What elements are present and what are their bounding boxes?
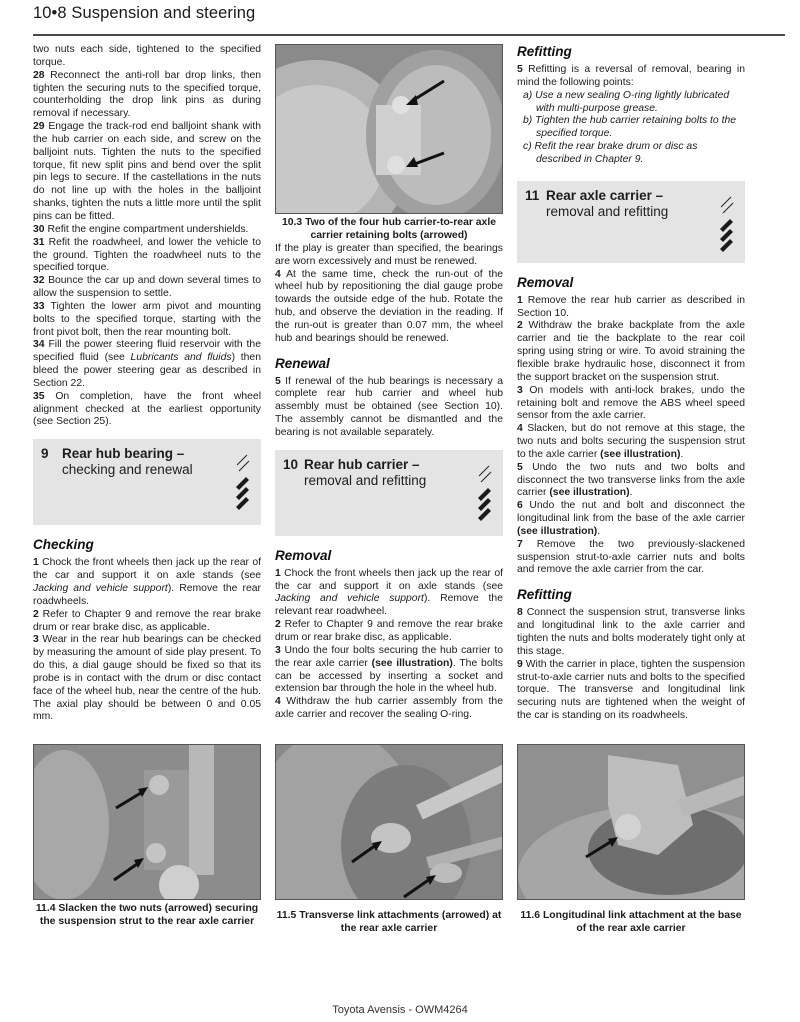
strut-photo-illustration bbox=[34, 745, 261, 900]
longitudinal-link-photo-illustration bbox=[518, 745, 745, 900]
paragraph: 1 Chock the front wheels then jack up the rear of the car and support it on axle stands (see Jacking and vehicle support). Remove the rear roadwheels. bbox=[33, 557, 262, 607]
paragraph: 8 Connect the suspension strut, transverse links and longitudinal link to the axle carrier and tighten the nuts and bolts moderately tight only at this stage. bbox=[517, 607, 745, 657]
section-number: 9 bbox=[41, 446, 49, 462]
difficulty-wrench-icon bbox=[717, 193, 737, 253]
paragraph: 35 On completion, have the front wheel alignment checked at the earliest opportunity (see Section 25). bbox=[33, 390, 261, 428]
difficulty-wrench-icon bbox=[475, 462, 495, 522]
paragraph: 7 Remove the two previously-slackened suspension strut-to-axle carrier nuts and bolts and remove the axle carrier from the car. bbox=[517, 538, 745, 576]
paragraph: two nuts each side, tightened to the specified torque. bbox=[33, 44, 261, 68]
section-heading-10 bbox=[275, 450, 503, 536]
paragraph: 31 Refit the roadwheel, and lower the vehicle to the ground. Tighten the roadwheel nuts to the specified torque. bbox=[33, 236, 261, 274]
section-title: Rear hub carrier – bbox=[304, 456, 420, 472]
photo-transverse-links bbox=[275, 744, 503, 900]
figure-10-3 bbox=[275, 44, 503, 243]
paragraph: If the play is greater than specified, the bearings are worn excessively and must be renewed. bbox=[275, 242, 503, 267]
section-number: 11 bbox=[525, 187, 540, 203]
paragraph: 2 Refer to Chapter 9 and remove the rear brake drum or rear brake disc, as applicable. bbox=[33, 608, 261, 633]
paragraph: 33 Tighten the lower arm pivot and mounting bolts to the specified torque, starting with the front pivot bolt, then the rear mounting bolt. bbox=[33, 300, 261, 338]
section-heading-11 bbox=[517, 181, 745, 263]
figure-caption: 11.5 Transverse link attachments (arrowed) at the rear axle carrier bbox=[276, 910, 502, 934]
paragraph: 3 Wear in the rear hub bearings can be checked by measuring the amount of side play present. To do this, a dial gauge should be fixed so that its probe is in contact with the drum or disc contact face of the wheel hub, near the centre of the hub. The axial play should be between 0 and 0.05 mm. bbox=[33, 634, 261, 723]
section-title: Rear axle carrier – bbox=[546, 187, 664, 203]
list-item: b) Tighten the hub carrier retaining bolts to the specified torque. bbox=[523, 115, 737, 140]
column-3 bbox=[517, 44, 745, 723]
paragraph: 5 Undo the two nuts and two bolts and disconnect the two transverse links from the axle carrier (see illustration). bbox=[517, 461, 745, 499]
paragraph: 9 With the carrier in place, tighten the suspension strut-to-axle carrier nuts and bolts to the specified torque. The transverse and longitudinal link securing nuts are tightened when the weight of the car is standing on its roadwheels. bbox=[517, 658, 745, 722]
subheading-refitting: Refitting bbox=[517, 587, 572, 603]
figure-caption: 10.3 Two of the four hub carrier-to-rear axle carrier retaining bolts (arrowed) bbox=[281, 217, 497, 241]
section-title: Rear hub bearing – bbox=[62, 446, 185, 462]
paragraph: 1 Chock the front wheels then jack up the rear of the car and support it on axle stands (see Jacking and vehicle support). Remove the relevant rear roadwheel. bbox=[275, 567, 503, 618]
subheading-removal: Removal bbox=[275, 547, 332, 563]
photo-hub-carrier-bolts bbox=[275, 44, 503, 214]
transverse-link-photo-illustration bbox=[276, 745, 503, 900]
subheading-renewal: Renewal bbox=[275, 355, 330, 371]
difficulty-wrench-icon bbox=[233, 451, 253, 511]
subheading-removal: Removal bbox=[517, 274, 574, 290]
column-1 bbox=[33, 44, 261, 724]
list-item: a) Use a new sealing O-ring lightly lubricated with multi-purpose grease. bbox=[523, 89, 730, 114]
section-number: 10 bbox=[283, 456, 299, 472]
paragraph: 2 Withdraw the brake backplate from the axle carrier and tie the backplate to the rear coil spring using string or wire. To avoid straining the flexible brake hydraulic hose, disconnect it from the support bracket on the suspension strut. bbox=[517, 320, 745, 383]
paragraph: 30 Refit the engine compartment undershields. bbox=[33, 223, 249, 235]
paragraph: 29 Engage the track-rod end balljoint shank with the hub carrier on each side, and screw on the balljoint nuts. Tighten the nuts to the specified torque, fit new split pins and bend over the split pin legs to secure. If the castellations in the nuts do not line up with the holes in the balljoint shanks, tighten the nuts a little more until the split pins can be fitted. bbox=[33, 121, 261, 222]
list-item: c) Refit the rear brake drum or disc as described in Chapter 9. bbox=[523, 141, 698, 165]
column-2 bbox=[275, 44, 503, 722]
figure-11-4 bbox=[33, 744, 261, 929]
subheading-refitting: Refitting bbox=[517, 44, 572, 59]
paragraph: 2 Refer to Chapter 9 and remove the rear brake drum or rear brake disc, as applicable. bbox=[275, 619, 503, 643]
figure-caption: 11.4 Slacken the two nuts (arrowed) securing the suspension strut to the rear axle carrier bbox=[35, 903, 259, 927]
paragraph: 4 Withdraw the hub carrier assembly from the axle carrier and recover the sealing O-ring. bbox=[275, 696, 503, 721]
refitting-points-list bbox=[517, 90, 745, 167]
paragraph: 4 At the same time, check the run-out of the wheel hub by repositioning the dial gauge probe towards the outside edge of the hub. Rotate the hub, and observe the deviation in the reading. If the run-out is greater than 0.07 mm, the wheel hub and bearings should be renewed. bbox=[275, 268, 503, 344]
figure-caption: 11.6 Longitudinal link attachment at the base of the rear axle carrier bbox=[520, 910, 742, 934]
hub-photo-illustration bbox=[276, 45, 503, 214]
bottom-figures bbox=[33, 744, 785, 944]
paragraph: 6 Undo the nut and bolt and disconnect the longitudinal link from the base of the axle carrier (see illustration). bbox=[517, 500, 745, 537]
section-subtitle: removal and refitting bbox=[546, 203, 669, 219]
figure-11-5 bbox=[275, 744, 503, 936]
paragraph: 3 Undo the four bolts securing the hub carrier to the rear axle carrier (see illustration). The bolts can be accessed by inserting a socket and extension bar through the hole in the wheel hub. bbox=[275, 644, 503, 695]
paragraph: 5 If renewal of the hub bearings is necessary a complete rear hub carrier and wheel hub assembly must be obtained (see Section 10). The assembly cannot be dismantled and the bearing is not available separately. bbox=[275, 375, 503, 438]
paragraph: 28 Reconnect the anti-roll bar drop links, then tighten the securing nuts to the specified torque, counterholding the drop link pins as during removal if necessary. bbox=[33, 69, 261, 120]
photo-strut-nuts bbox=[33, 744, 261, 900]
subheading-checking: Checking bbox=[33, 537, 94, 553]
paragraph: 1 Remove the rear hub carrier as described in Section 10. bbox=[517, 294, 745, 319]
section-heading-9 bbox=[33, 439, 261, 525]
paragraph: 4 Slacken, but do not remove at this stage, the two nuts and bolts securing the suspension strut to the axle carrier (see illustration). bbox=[517, 423, 745, 460]
page-footer: Toyota Avensis - OWM4264 bbox=[332, 1004, 468, 1016]
photo-longitudinal-link bbox=[517, 744, 745, 900]
page-title: 10•8 Suspension and steering bbox=[33, 4, 256, 22]
paragraph: 5 Refitting is a reversal of removal, bearing in mind the following points: bbox=[517, 64, 745, 88]
figure-11-6 bbox=[517, 744, 745, 936]
paragraph: 32 Bounce the car up and down several times to allow the suspension to settle. bbox=[33, 275, 261, 300]
paragraph: 34 Fill the power steering fluid reservoir with the specified fluid (see Lubricants and fluids) then bleed the power steering gear as described in Section 22. bbox=[33, 339, 261, 389]
paragraph: 3 On models with anti-lock brakes, undo the retaining bolt and remove the ABS wheel speed sensor from the axle carrier. bbox=[517, 384, 745, 422]
section-subtitle: checking and renewal bbox=[62, 462, 193, 478]
section-subtitle: removal and refitting bbox=[304, 472, 427, 488]
page-header bbox=[33, 2, 785, 36]
